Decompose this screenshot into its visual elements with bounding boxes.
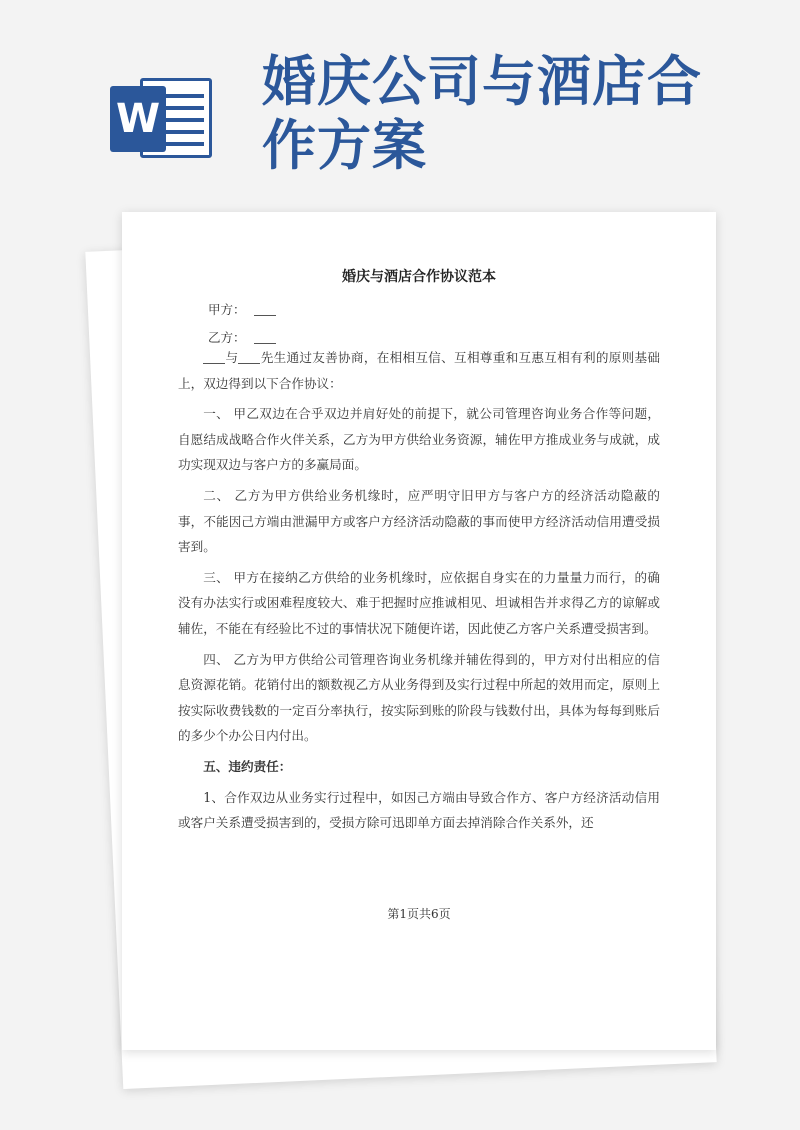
party-a-field [208,300,276,318]
intro-blank-2 [238,351,260,364]
word-letter-tile: W [110,86,166,152]
document-body [178,345,660,841]
banner [0,0,800,200]
clause-2: 二、 乙方为甲方供给业务机缘时，应严明守旧甲方与客户方的经济活动隐蔽的事，不能因己方端由泄漏甲方或客户方经济活动隐蔽的事而使甲方经济活动信用遭受损害到。 [178,487,660,555]
clause-1: 一、 甲乙双边在合乎双边并肩好处的前提下，就公司管理咨询业务合作等问题，自愿结成战略合作火伴关系，乙方为甲方供给业务资源，辅佐甲方推成业务与成就，成功实现双边与客户方的多赢局面。 [178,406,660,473]
word-document-icon [110,72,214,164]
intro-text-1: 与 [225,350,239,365]
intro-paragraph [178,345,660,396]
intro-blank-1 [203,351,225,364]
clause-5-heading: 五、违约责任： [203,758,292,774]
party-b-blank [254,331,276,344]
party-b-field [208,328,276,346]
clause-5-item-1: 1、合作双边从业务实行过程中，如因己方端由导致合作方、客户方经济活动信用或客户关系遭受损害到的，受损方除可迅即单方面去掉消除合作关系外，还 [178,789,660,831]
page-footer: 第1页共6页 [387,907,451,921]
document-page [122,212,716,1050]
party-a-blank [254,303,276,316]
intro-text-2: 先生通过友善协商，在相相互信、互相尊重和互惠互相有利的原则基础上，双边得到以下合作协议： [178,350,661,391]
party-a-label: 甲方： [208,302,246,317]
clause-4: 四、 乙方为甲方供给公司管理咨询业务机缘并辅佐得到的，甲方对付出相应的信息资源花销。花销付出的额数视乙方从业务得到及实行过程中所起的效用而定，原则上按实际收费钱数的一定百分率执行，按实际到账的阶段与钱数付出，具体为每每到账后的多少个办公日内付出。 [178,651,660,744]
clause-3: 三、 甲方在接纳乙方供给的业务机缘时，应依据自身实在的力量量力而行，的确没有办法实行或困难程度较大、难于把握时应推诚相见、坦诚相告并求得乙方的谅解或辅佐，不能在有经验比不过的事情状况下随便许诺，因此使乙方客户关系遭受损害到。 [178,569,660,636]
document-title: 婚庆与酒店合作协议范本 [342,269,496,285]
party-b-label: 乙方： [208,330,246,345]
banner-title: 婚庆公司与酒店合作方案 [262,50,702,177]
